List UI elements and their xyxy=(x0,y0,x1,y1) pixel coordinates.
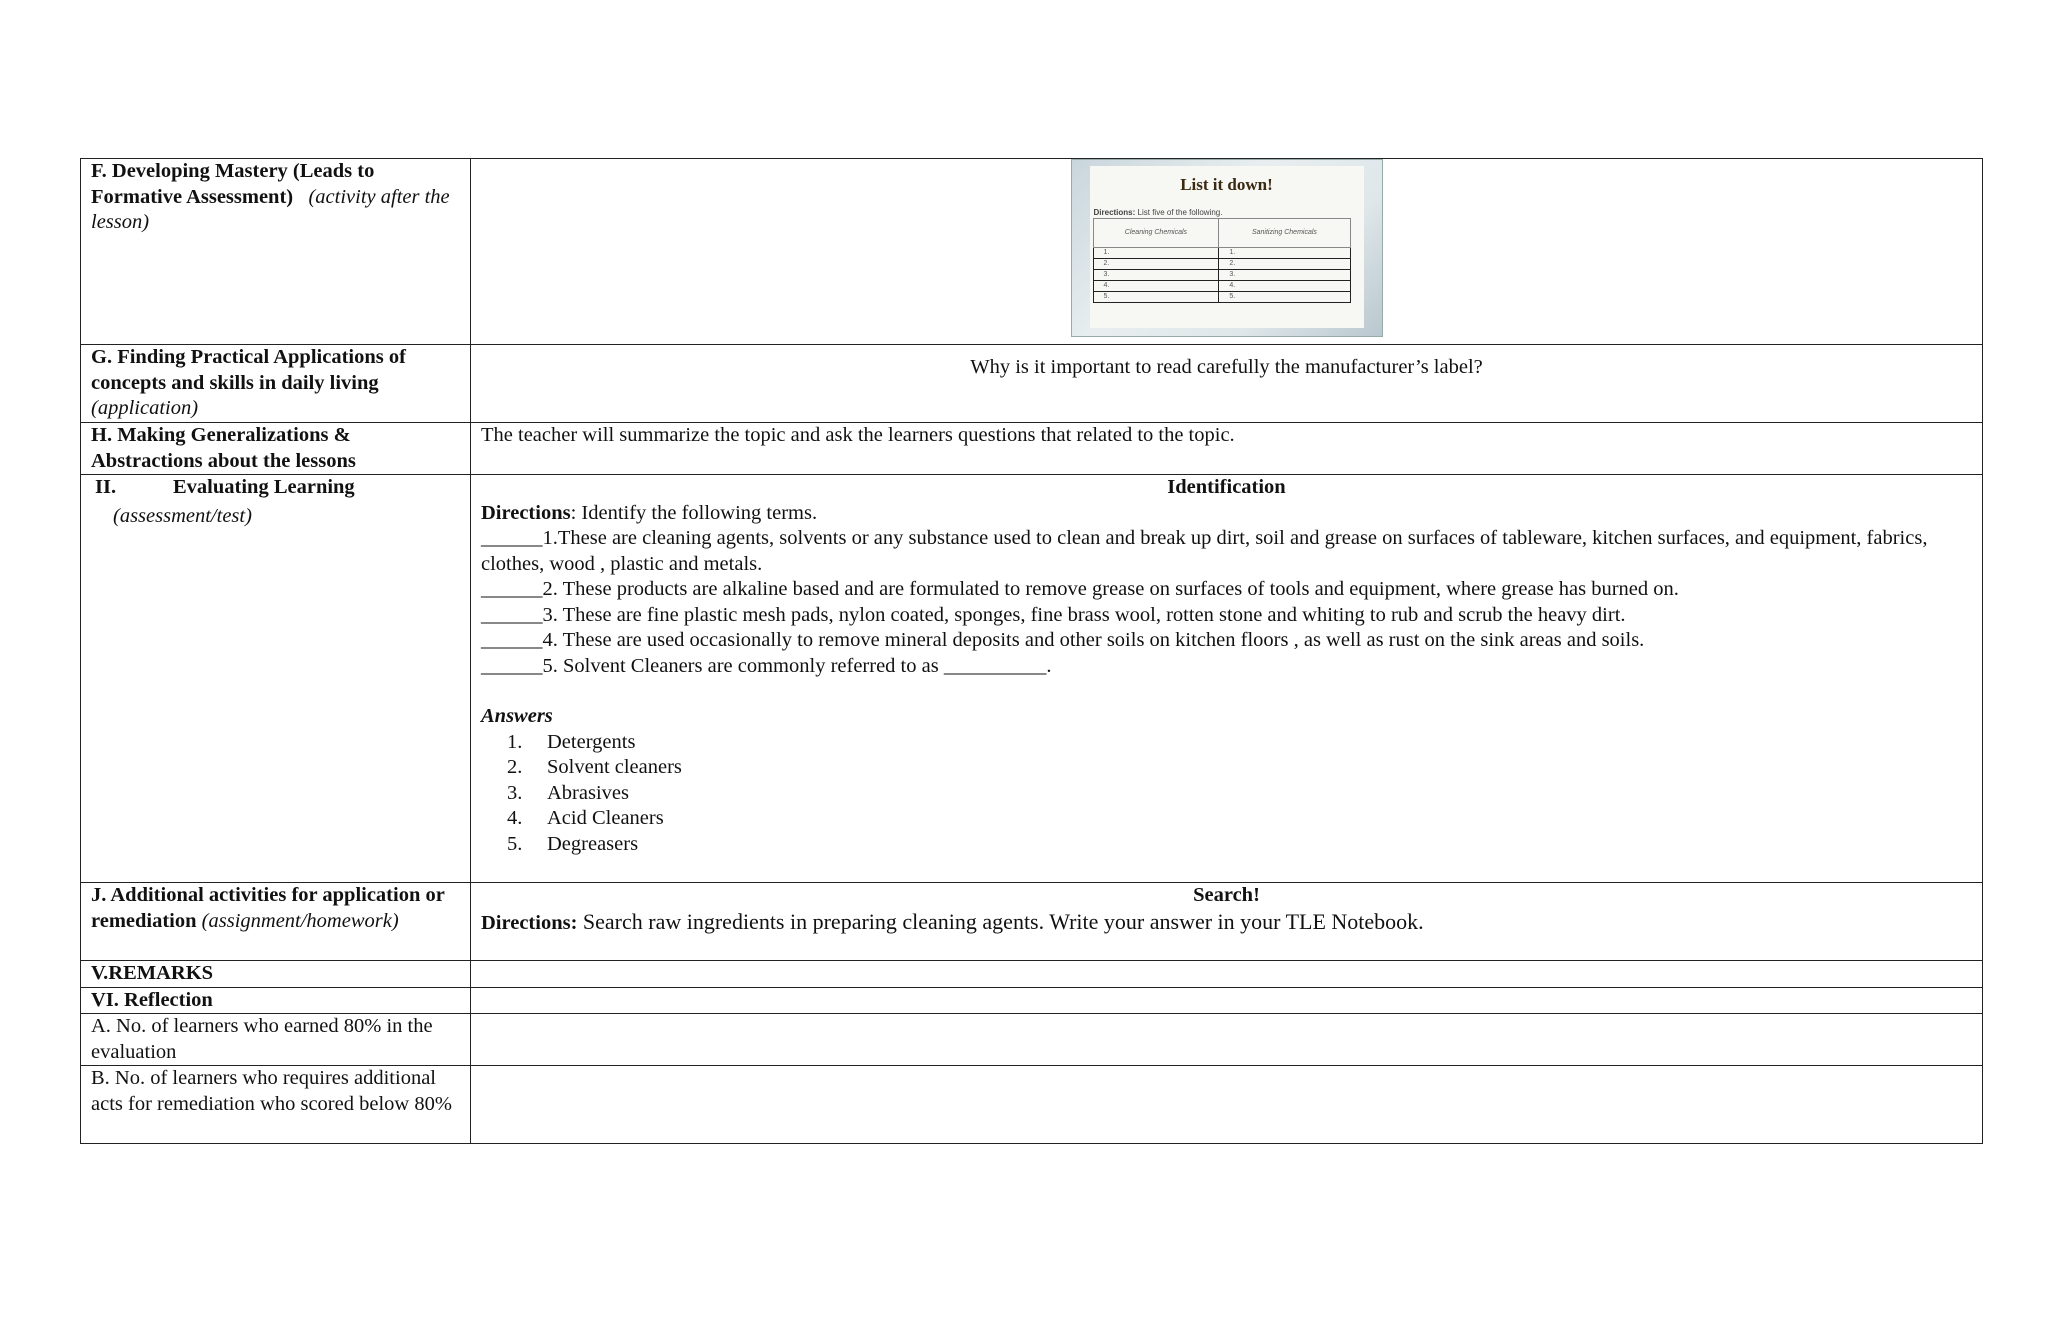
row-developing-mastery xyxy=(81,159,1983,345)
search-directions: Directions: Search raw ingredients in preparing cleaning agents. Write your answer in your TLE Notebook. xyxy=(481,908,1424,934)
question-item: ______4. These are used occasionally to remove mineral deposits and other soils on kitchen floors , as well as rust on the sink areas and soils. xyxy=(481,629,1645,651)
image-cell: 2. xyxy=(1093,258,1219,269)
image-card xyxy=(1090,166,1364,328)
application-question: Why is it important to read carefully the manufacturer’s label? xyxy=(970,356,1483,378)
label-remarks: V.REMARKS xyxy=(81,961,471,988)
content-developing-mastery xyxy=(471,159,1983,345)
search-heading: Search! xyxy=(1193,884,1260,906)
row-generalizations xyxy=(81,423,1983,475)
answers-list xyxy=(481,730,1972,858)
label-g-italic: (application) xyxy=(91,397,199,419)
content-generalizations: The teacher will summarize the topic and ask the learners questions that related to the topic. xyxy=(471,423,1983,475)
image-cell: 4. xyxy=(1093,280,1219,291)
content-remediation xyxy=(471,1066,1983,1144)
image-cell: 4. xyxy=(1219,280,1350,291)
question-item: ______2. These products are alkaline based and are formulated to remove grease on surfaces of tools and equipment, where grease has burned on. xyxy=(481,578,1679,600)
image-cell: 5. xyxy=(1093,291,1219,302)
identification-directions: Directions: Identify the following terms. xyxy=(481,501,818,524)
image-col1: Cleaning Chemicals xyxy=(1093,219,1219,248)
label-f-italic: (activity after the lesson) xyxy=(91,185,450,233)
image-cell: 1. xyxy=(1219,247,1350,258)
image-cell: 2. xyxy=(1219,258,1350,269)
image-title: List it down! xyxy=(1180,175,1273,194)
answer-item: 3. Abrasives xyxy=(507,781,629,804)
row-remarks xyxy=(81,961,1983,988)
image-cell: 3. xyxy=(1093,269,1219,280)
label-j-bold: J. Additional activities for application or remediation xyxy=(91,884,445,932)
answer-item: 2. Solvent cleaners xyxy=(507,756,682,778)
label-reflection: VI. Reflection xyxy=(81,987,471,1014)
question-item: ______1.These are cleaning agents, solvents or any substance used to clean and break up dirt, soil and grease on surfaces of tableware, kitchen surfaces, and equipment, fabrics, clothes, wood , plastic and metals. xyxy=(481,527,1928,575)
content-reflection xyxy=(471,987,1983,1014)
label-generalizations: H. Making Generalizations & Abstractions about the lessons xyxy=(81,423,471,475)
answer-item: 4. Acid Cleaners xyxy=(507,807,664,829)
identification-heading: Identification xyxy=(1167,476,1286,498)
answer-item: 1. Detergents xyxy=(507,730,636,753)
row-remediation xyxy=(81,1066,1983,1144)
label-evaluating-learning xyxy=(81,475,471,883)
label-j-italic: (assignment/homework) xyxy=(201,909,399,932)
content-practical-applications xyxy=(471,345,1983,423)
row-additional-activities xyxy=(81,883,1983,961)
list-it-down-image xyxy=(1071,159,1383,337)
label-ii-num: II. xyxy=(95,476,117,498)
content-learners-80 xyxy=(471,1014,1983,1066)
content-evaluating-learning xyxy=(471,475,1983,883)
label-additional-activities xyxy=(81,883,471,961)
answers-heading: Answers xyxy=(481,705,553,727)
answer-item: 5. Degreasers xyxy=(507,832,639,855)
row-learners-80 xyxy=(81,1014,1983,1066)
image-directions: Directions: List five of the following. xyxy=(1093,208,1223,217)
question-item: ______5. Solvent Cleaners are commonly referred to as __________. xyxy=(481,654,1052,677)
label-ii-heading xyxy=(91,475,460,501)
image-cell: 3. xyxy=(1219,269,1350,280)
label-ii-italic: (assessment/test) xyxy=(113,504,252,527)
image-grid xyxy=(1093,218,1351,303)
image-cell: 1. xyxy=(1093,247,1219,258)
label-ii-bold: Evaluating Learning xyxy=(173,476,355,498)
lesson-plan-table xyxy=(80,158,1983,1144)
label-remediation: B. No. of learners who requires additional acts for remediation who scored below 80% xyxy=(81,1066,471,1144)
label-practical-applications xyxy=(81,345,471,423)
label-g-bold: G. Finding Practical Applications of concepts and skills in daily living xyxy=(91,346,406,394)
row-evaluating-learning xyxy=(81,475,1983,883)
label-learners-80: A. No. of learners who earned 80% in the evaluation xyxy=(81,1014,471,1066)
row-practical-applications xyxy=(81,345,1983,423)
content-additional-activities xyxy=(471,883,1983,961)
question-item: ______3. These are fine plastic mesh pads, nylon coated, sponges, fine brass wool, rotten stone and whiting to rub and scrub the heavy dirt. xyxy=(481,603,1626,626)
image-cell: 5. xyxy=(1219,291,1350,302)
row-reflection xyxy=(81,987,1983,1014)
label-developing-mastery xyxy=(81,159,471,345)
image-col2: Sanitizing Chemicals xyxy=(1219,219,1350,248)
label-f-bold: F. Developing Mastery (Leads to Formative Assessment) xyxy=(91,160,375,208)
content-remarks xyxy=(471,961,1983,988)
